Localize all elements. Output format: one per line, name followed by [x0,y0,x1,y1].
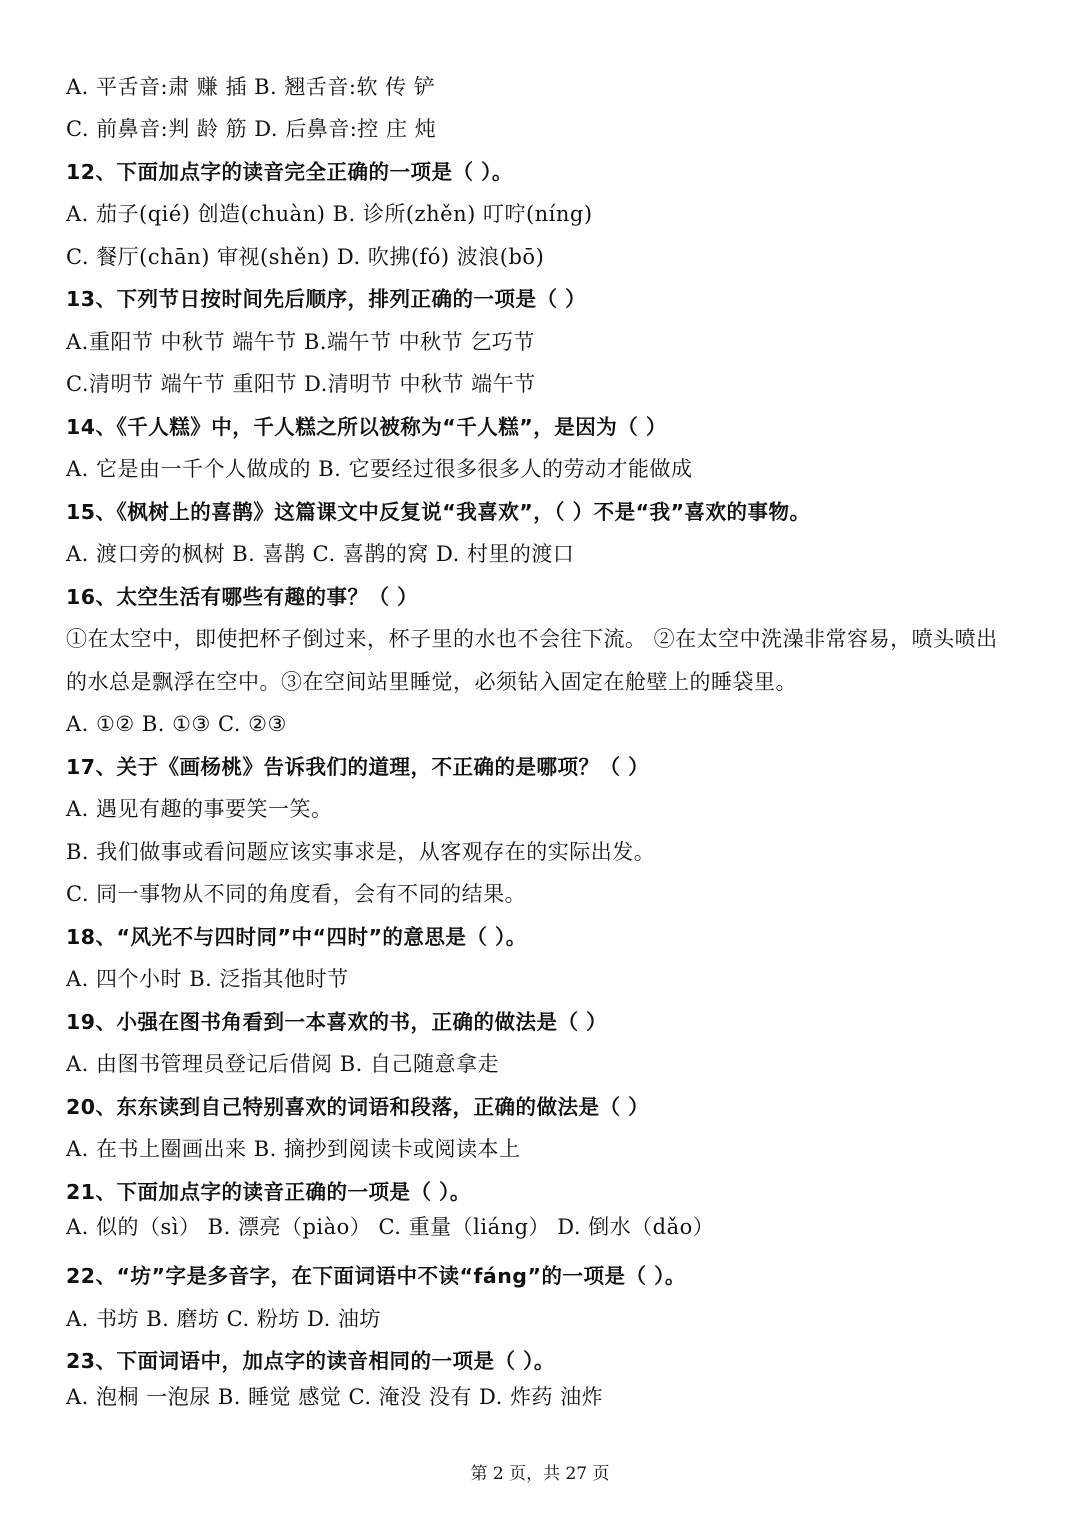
answer-options: B. 我们做事或看问题应该实事求是，从客观存在的实际出发。 [66,840,656,864]
question-stem: 13、下列节日按时间先后顺序，排列正确的一项是（ ） [66,287,587,311]
answer-options: A. 茄子(qié) 创造(chuàn) B. 诊所(zhěn) 叮咛(níng) [66,202,593,226]
question-stem: 12、下面加点字的读音完全正确的一项是（ ）。 [66,160,513,184]
answer-options: A. 渡口旁的枫树 B. 喜鹊 C. 喜鹊的窝 D. 村里的渡口 [66,542,575,566]
answer-options: A. 平舌音:肃 赚 插 B. 翘舌音:软 传 铲 [66,75,436,99]
answer-options: A. 遇见有趣的事要笑一笑。 [66,797,333,821]
page-footer: 第 2 页，共 27 页 [470,1464,610,1484]
question-stem: 14、《千人糕》中，千人糕之所以被称为“千人糕”，是因为（ ） [66,415,667,439]
answer-options: A. 泡桐 一泡尿 B. 睡觉 感觉 C. 淹没 没有 D. 炸药 油炸 [66,1385,604,1409]
answer-options: A. 书坊 B. 磨坊 C. 粉坊 D. 油坊 [66,1307,381,1331]
answer-options: A. 在书上圈画出来 B. 摘抄到阅读卡或阅读本上 [66,1137,521,1161]
question-stem: 20、东东读到自己特别喜欢的词语和段落，正确的做法是（ ） [66,1095,650,1119]
answer-options: 的水总是飘浮在空中。③在空间站里睡觉，必须钻入固定在舱壁上的睡袋里。 [66,670,797,694]
answer-options: A. 由图书管理员登记后借阅 B. 自己随意拿走 [66,1052,499,1076]
answer-options: C. 同一事物从不同的角度看，会有不同的结果。 [66,882,527,906]
answer-options: A. 四个小时 B. 泛指其他时节 [66,967,349,991]
question-stem: 19、小强在图书角看到一本喜欢的书，正确的做法是（ ） [66,1010,608,1034]
question-stem: 23、下面词语中，加点字的读音相同的一项是（ ）。 [66,1349,555,1373]
answer-options: ①在太空中，即使把杯子倒过来，杯子里的水也不会往下流。 ②在太空中洗澡非常容易，喷头喷出 [66,627,998,651]
answer-options: A.重阳节 中秋节 端午节 B.端午节 中秋节 乞巧节 [66,330,535,354]
question-stem: 15、《枫树上的喜鹊》这篇课文中反复说“我喜欢”，（ ）不是“我”喜欢的事物。 [66,500,811,524]
answer-options: C. 前鼻音:判 龄 筋 D. 后鼻音:控 庄 炖 [66,117,437,141]
question-stem: 16、太空生活有哪些有趣的事？（ ） [66,585,419,609]
question-stem: 18、“风光不与四时同”中“四时”的意思是（ ）。 [66,925,527,949]
question-stem: 22、“坊”字是多音字，在下面词语中不读“fáng”的一项是（ ）。 [66,1264,686,1288]
question-stem: 17、关于《画杨桃》告诉我们的道理，不正确的是哪项？（ ） [66,755,650,779]
answer-options: C. 餐厅(chān) 审视(shěn) D. 吹拂(fó) 波浪(bō) [66,245,545,269]
answer-options: A. 似的（sì） B. 漂亮（piào） C. 重量（liáng） D. 倒水（dǎo） [66,1215,715,1239]
answer-options: A. 它是由一千个人做成的 B. 它要经过很多很多人的劳动才能做成 [66,457,693,481]
question-stem: 21、下面加点字的读音正确的一项是（ ）。 [66,1180,471,1204]
answer-options: A. ①② B. ①③ C. ②③ [66,712,287,736]
answer-options: C.清明节 端午节 重阳节 D.清明节 中秋节 端午节 [66,372,536,396]
